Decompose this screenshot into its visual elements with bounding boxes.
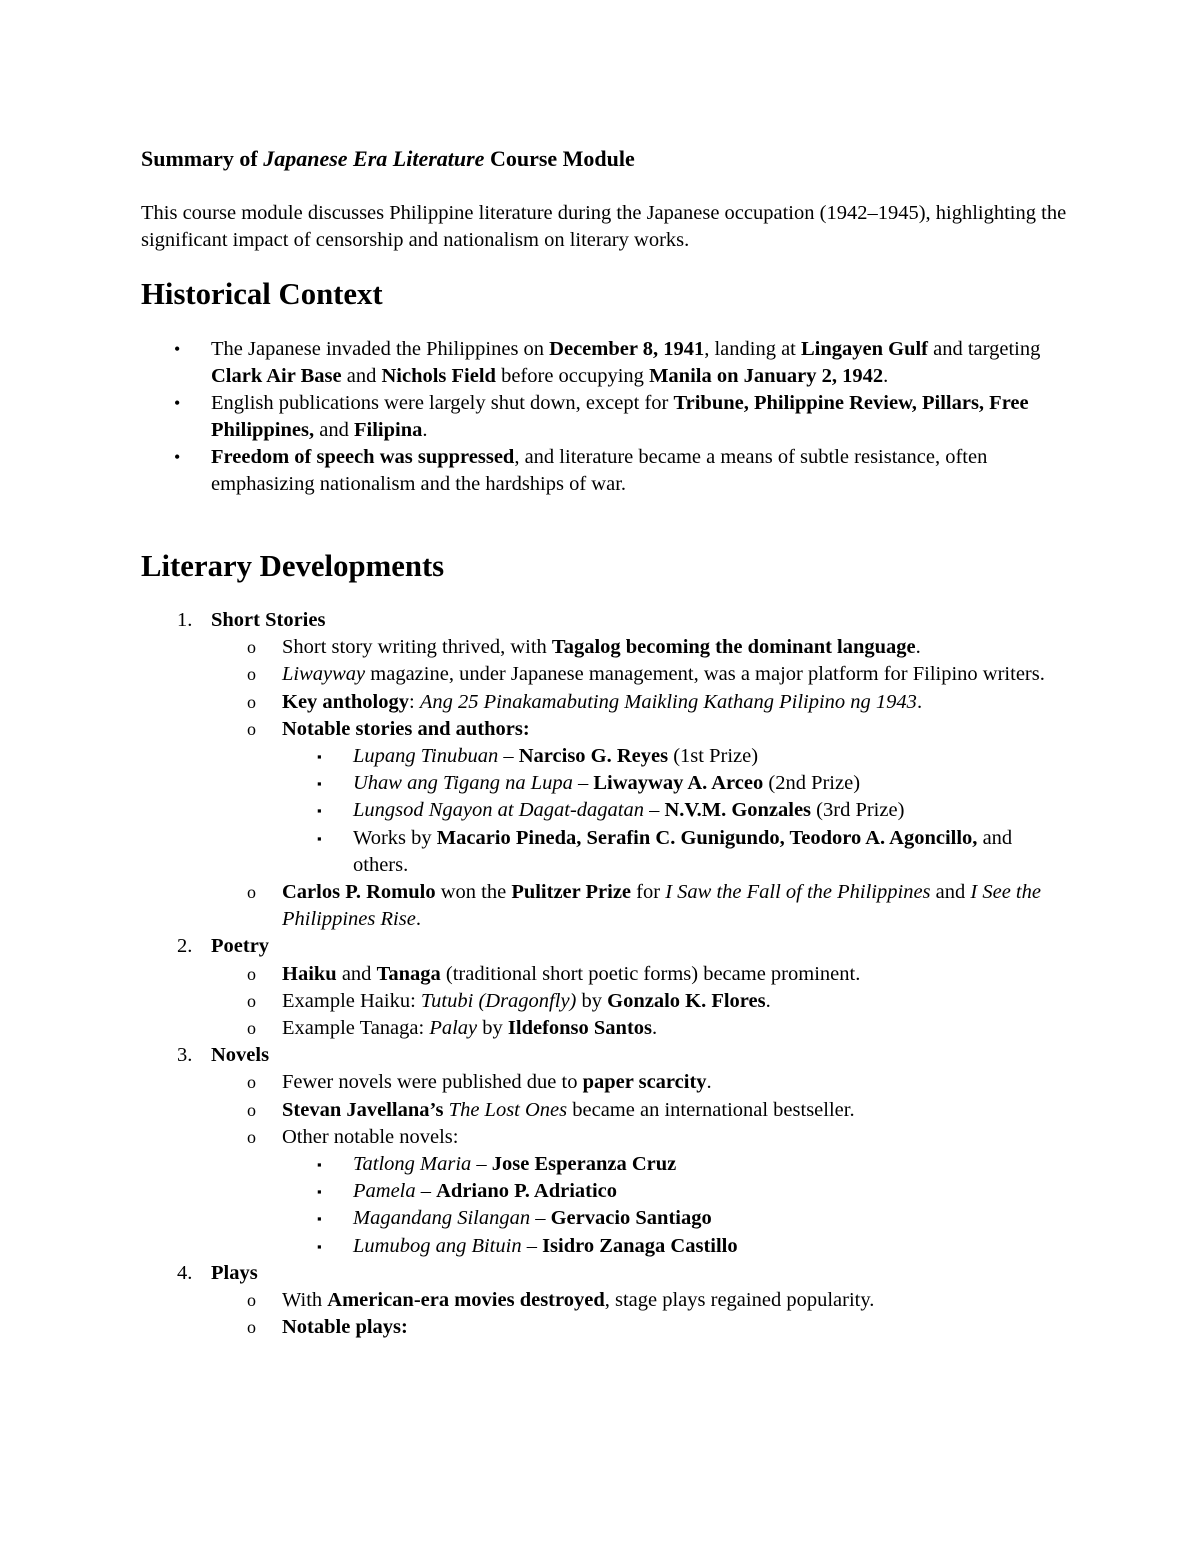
list-item: o Liwayway magazine, under Japanese management, was a major platform for Filipino writers.	[211, 661, 1071, 688]
list-item: ▪ Lungsod Ngayon at Dagat-dagatan – N.V.M. Gonzales (3rd Prize)	[282, 797, 1071, 824]
section-poetry	[141, 933, 1071, 1042]
section-title: Poetry	[211, 935, 270, 958]
circle-bullet-icon: o	[247, 963, 256, 984]
section-heading-historical-context: Historical Context	[141, 277, 383, 311]
list-item: o Example Tanaga: Palay by Ildefonso Santos.	[211, 1015, 1071, 1042]
list-item: ▪ Lumubog ang Bituin – Isidro Zanaga Castillo	[282, 1233, 1071, 1260]
sub-list	[211, 961, 1071, 1043]
list-number: 3.	[177, 1044, 193, 1067]
section-plays	[141, 1260, 1071, 1342]
list-number: 1.	[177, 609, 193, 631]
bullet-icon: •	[174, 447, 181, 467]
section-short-stories	[141, 607, 1071, 933]
circle-bullet-icon: o	[247, 1290, 256, 1311]
sub-list	[211, 1069, 1071, 1259]
circle-bullet-icon: o	[247, 637, 256, 658]
list-item: ▪ Uhaw ang Tigang na Lupa – Liwayway A. Arceo (2nd Prize)	[282, 770, 1071, 797]
bullet-icon: •	[174, 393, 181, 413]
section-heading-literary-developments: Literary Developments	[141, 549, 445, 583]
list-item: • The Japanese invaded the Philippines on December 8, 1941, landing at Lingayen Gulf and targeting Clark Air Base and Nichols Field before occupying Manila on January 2, 1942.	[174, 338, 1041, 387]
sub-list	[211, 634, 1071, 933]
sub-list	[211, 1287, 1071, 1341]
circle-bullet-icon: o	[247, 718, 256, 739]
square-bullet-icon: ▪	[317, 776, 322, 792]
circle-bullet-icon: o	[247, 990, 256, 1011]
list-item: o Key anthology: Ang 25 Pinakamabuting Maikling Kathang Pilipino ng 1943.	[211, 689, 1071, 716]
square-bullet-icon: ▪	[317, 749, 322, 765]
intro-paragraph: This course module discusses Philippine literature during the Japanese occupation (1942–1945), highlighting the significant impact of censorship and nationalism on literary works.	[141, 202, 1067, 251]
list-item: o Fewer novels were published due to paper scarcity.	[211, 1069, 1071, 1096]
circle-bullet-icon: o	[247, 882, 256, 903]
section-title: Novels	[211, 1044, 270, 1067]
circle-bullet-icon: o	[247, 691, 256, 712]
circle-bullet-icon: o	[247, 664, 256, 685]
list-item: ▪ Lupang Tinubuan – Narciso G. Reyes (1st Prize)	[282, 743, 1071, 770]
section-title: Plays	[211, 1261, 258, 1284]
document-title: Summary of Japanese Era Literature Course Module	[141, 146, 635, 171]
historical-context-list	[141, 336, 1061, 498]
title-italic: Japanese Era Literature	[263, 146, 485, 171]
list-item: o Stevan Javellana’s The Lost Ones became an international bestseller.	[211, 1097, 1071, 1124]
nested-list	[282, 1151, 1071, 1260]
circle-bullet-icon: o	[247, 1317, 256, 1338]
list-item: ▪ Tatlong Maria – Jose Esperanza Cruz	[282, 1151, 1071, 1178]
list-item: o Short story writing thrived, with Tagalog becoming the dominant language.	[211, 634, 1071, 661]
list-item: • Freedom of speech was suppressed, and literature became a means of subtle resistance, often emphasizing nationalism and the hardships of war.	[174, 446, 988, 495]
list-item: o Notable stories and authors: ▪ Lupang Tinubuan – Narciso G. Reyes (1st Prize) ▪ Uhaw ang Tigang na Lupa – Liwayway A. Arceo (2nd Prize) ▪ Lungsod Ngayon at Dagat-dagatan – N.V.M. Gonzales (3rd Prize) ▪ Works by Macario Pineda, Serafin C. Gunigundo, Teodoro A. Agoncillo, and others.	[211, 716, 1071, 879]
section-novels	[141, 1042, 1071, 1260]
square-bullet-icon: ▪	[317, 803, 322, 819]
list-item: ▪ Magandang Silangan – Gervacio Santiago	[282, 1205, 1071, 1232]
square-bullet-icon: ▪	[317, 1184, 322, 1200]
circle-bullet-icon: o	[247, 1018, 256, 1039]
square-bullet-icon: ▪	[317, 830, 322, 846]
circle-bullet-icon: o	[247, 1126, 256, 1147]
list-item: o Example Haiku: Tutubi (Dragonfly) by Gonzalo K. Flores.	[211, 988, 1071, 1015]
nested-list	[282, 743, 1071, 879]
list-number: 4.	[177, 1261, 193, 1284]
list-item: o Haiku and Tanaga (traditional short poetic forms) became prominent.	[211, 961, 1071, 988]
bullet-icon: •	[174, 339, 181, 359]
square-bullet-icon: ▪	[317, 1211, 322, 1227]
literary-developments-list	[141, 607, 1071, 1341]
list-item: • English publications were largely shut down, except for Tribune, Philippine Review, Pillars, Free Philippines, and Filipina.	[174, 392, 1029, 441]
circle-bullet-icon: o	[247, 1099, 256, 1120]
list-item: o Notable plays:	[211, 1314, 1071, 1341]
list-item: o Other notable novels: ▪ Tatlong Maria – Jose Esperanza Cruz ▪ Pamela – Adriano P. Adriatico ▪ Magandang Silangan – Gervacio Santiago ▪ Lumubog ang Bituin – Isidro Zanaga Castillo	[211, 1124, 1071, 1260]
list-item: o Carlos P. Romulo won the Pulitzer Prize for I Saw the Fall of the Philippines and I See the Philippines Rise.	[247, 881, 1041, 931]
list-item: ▪ Pamela – Adriano P. Adriatico	[282, 1178, 1071, 1205]
list-item: ▪ Works by Macario Pineda, Serafin C. Gunigundo, Teodoro A. Agoncillo, and others.	[317, 826, 1013, 876]
circle-bullet-icon: o	[247, 1072, 256, 1093]
square-bullet-icon: ▪	[317, 1157, 322, 1173]
section-title: Short Stories	[211, 609, 326, 631]
list-item: o With American-era movies destroyed, stage plays regained popularity.	[211, 1287, 1071, 1314]
square-bullet-icon: ▪	[317, 1238, 322, 1254]
list-number: 2.	[177, 935, 193, 958]
